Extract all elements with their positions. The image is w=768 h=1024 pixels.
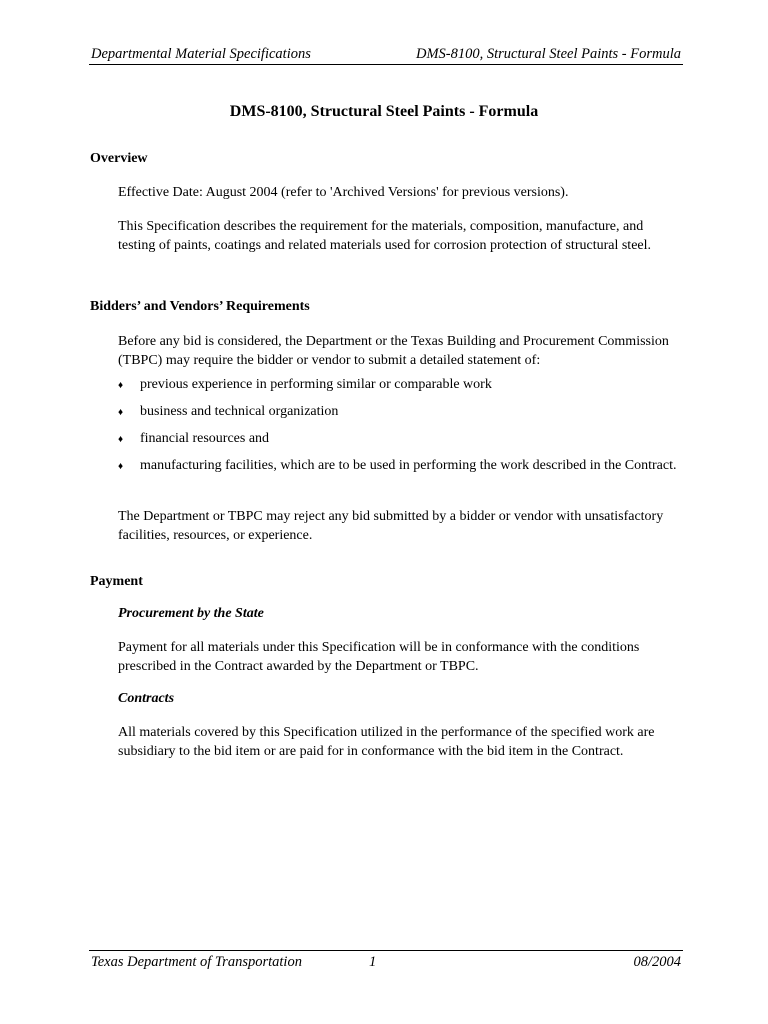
effective-date-text: Effective Date: August 2004 (refer to 'Archived Versions' for previous versions).: [118, 185, 569, 200]
footer-date: 08/2004: [633, 954, 681, 970]
bidders-item-organization: business and technical organization: [140, 404, 339, 419]
bullet-icon: ♦: [118, 407, 124, 418]
footer-organization: Texas Department of Transportation: [91, 954, 302, 970]
overview-description: This Specification describes the requirement for the materials, composition, manufacture, and testing of paints, coatings and related materials used for corrosion protection of structural steel.: [118, 219, 652, 253]
bidders-intro: Before any bid is considered, the Department or the Texas Building and Procurement Commission (TBPC) may require the bidder or vendor to submit a detailed statement of:: [118, 334, 669, 368]
bullet-icon: ♦: [118, 461, 124, 472]
bullet-icon: ♦: [118, 434, 124, 445]
running-header: [89, 45, 683, 65]
bidders-item-facilities: manufacturing facilities, which are to be used in performing the work described in the Contract.: [140, 458, 677, 473]
header-right-text: DMS-8100, Structural Steel Paints - Formula: [415, 46, 681, 62]
bidders-heading: Bidders’ and Vendors’ Requirements: [90, 299, 310, 314]
page-number: 1: [369, 954, 377, 970]
bidders-item-financial: financial resources and: [140, 431, 270, 446]
procurement-text: Payment for all materials under this Specification will be in conformance with the conditions prescribed in the Contract awarded by the Department or TBPC.: [118, 640, 640, 674]
contracts-text: All materials covered by this Specification utilized in the performance of the specified work are subsidiary to the bid item or are paid for in conformance with the bid item in the Contract.: [118, 725, 655, 759]
procurement-subheading: Procurement by the State: [118, 606, 264, 621]
bidders-closing: The Department or TBPC may reject any bid submitted by a bidder or vendor with unsatisfactory facilities, resources, or experience.: [118, 509, 664, 543]
bidders-item-experience: previous experience in performing similar or comparable work: [140, 377, 492, 392]
header-left-text: Departmental Material Specifications: [91, 46, 311, 62]
contracts-subheading: Contracts: [118, 691, 175, 706]
overview-heading: Overview: [90, 151, 148, 166]
running-footer: [89, 950, 683, 973]
payment-heading: Payment: [90, 574, 143, 589]
bullet-icon: ♦: [118, 380, 124, 391]
document-title: DMS-8100, Structural Steel Paints - Formula: [229, 103, 539, 120]
